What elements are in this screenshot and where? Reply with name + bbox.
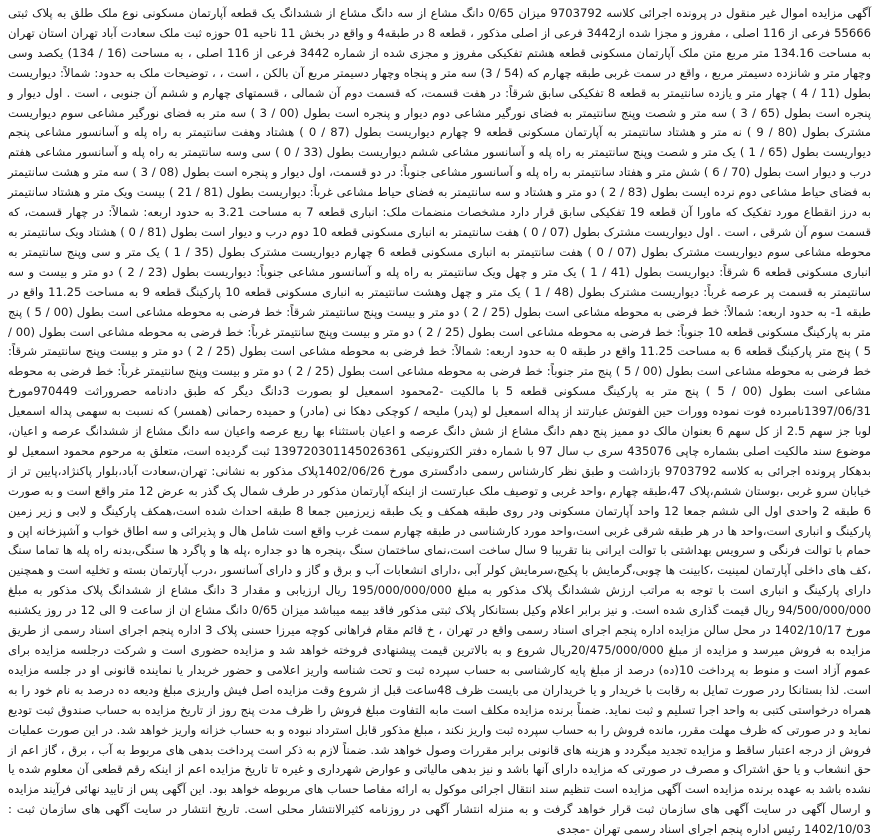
auction-notice-text: آگهی مزایده اموال غیر منقول در پرونده اجرائی کلاسه 9703792 میزان 0/65 دانگ مشاع از سه دانگ مشاع از ششدانگ یک قطعه آپارتمان مسکونی نوع ملک طلق به پلاک ثبتی 55666 فرعی از 116 اصلی ، مفروز و مجزا شده از3442 فرعی از اصلی مذکور ، قطعه 8 در طبقه4 و واقع در بخش 11 ناحیه 01 حوزه ثبت ملک سعادت آباد تهران استان تهران به مساحت 134.16 متر مربع متن ملک آپارتمان مسکونی قطعه هشتم تفکیکی مفروز و مجزی شده از شماره 3442 فرعی از 116 اصلی ، به مساحت (16 / 134) یکصد وسی وچهار متر و شانزده دسیمتر مربع ، واقع در سمت غربی طبقه چهارم که (54 / 3) سه متر و پنجاه وچهار دسیمتر مربع آن بالکن ، است ، ، توضیحات ملک به حدود: شمالاً: دیواریست بطول (11 / 4 ) چهار متر و یازده سانتیمتر به قطعه 8 تفکیکی سابق شرقاً: در هفت قسمت، که قسمت دوم آن شمالی ، قسمتهای چهارم و ششم آن جنوبی ، است . اول دیوار و پنجره است بطول (65 / 3 ) سه متر و شصت وپنج سانتیمتر به فضای نورگیر مشاعی دوم دیوار و پنجره است بطول (00 / 3 ) سه متر به فضای نورگیر مشاعی سوم دیواریست مشترک بطول (80 / 9 ) نه متر و هشتاد سانتیمتر به آپارتمان مسکونی قطعه 9 چهارم دیواریست بطول (87 / 0 ) هشتاد وهفت سانتیمتر به راه پله و آسانسور مشاعی پنجم دیواریست بطول (65 / 1 ) یک متر و شصت وپنج سانتیمتر به راه پله و آسانسور مشاعی ششم دیواریست بطول (33 / 0 ) سی وسه سانتیمتر به راه پله و آسانسور مشاعی هفتم درب و دیوار است بطول (70 / 6 ) شش متر و هفتاد سانتیمتر به راه پله و آسانسور مشاعی جنوباً: در دو قسمت، اول دیوار و پنجره است بطول (08 / 3 ) سه متر و هشت سانتیمتر به فضای حیاط مشاعی دوم نرده ایست بطول (83 / 2 ) دو متر و هشتاد و سه سانتیمتر به فضای حیاط مشاعی غرباً: دیواریست بطول (81 / 21 ) بیست ویک متر و هشتاد سانتیمتر به درز انقطاع مورد تفکیک که ماورا آن قطعه 19 تفکیکی سابق قرار دارد مشخصات منضمات ملک: انباری قطعه 7 به مساحت 3.21 به حدود اربعه: شمالاً: در چهار قسمت، که قسمت سوم آن شرقی ، است . اول دیواریست مشترک بطول (07 / 0 ) هفت سانتیمتر به انباری مسکونی قطعه 10 دوم درب و دیوار است بطول (81 / 0 ) هشتاد ویک سانتیمتر به محوطه مشاعی سوم دیواریست مشترک بطول (07 / 0 ) هفت سانتیمتر به انباری مسکونی قطعه 6 چهارم دیواریست مشترک بطول (35 / 1 ) یک متر و سی وپنج سانتیمتر به انباری مسکونی قطعه 6 شرقاً: دیواریست بطول (41 / 1 ) یک متر و چهل ویک سانتیمتر به راه پله و آسانسور مشاعی جنوباً: دیواریست بطول (23 / 2 ) دو متر و بیست و سه سانتیمتر به قسمت پر عرصه غرباً: دیواریست مشترک بطول (48 / 1 ) یک متر و چهل وهشت سانتیمتر به انباری مسکونی قطعه 10 پارکینگ قطعه 9 به مساحت 11.25 واقع در طبقه 1- به حدود اربعه: شمالاً: خط فرضی به محوطه مشاعی است بطول (25 / 2 ) دو متر و بیست وپنج سانتیمتر شرقاً: خط فرضی به محوطه مشاعی است بطول (00 / 5 ) پنج متر به پارکینگ مسکونی قطعه 10 جنوباً: خط فرضی به محوطه مشاعی است بطول (25 / 2 ) دو متر و بیست وپنج سانتیمتر غرباً: خط فرضی به محوطه مشاعی است بطول (00 / 5 ) پنج متر پارکینگ قطعه 6 به مساحت 11.25 واقع در طبقه 0 به حدود اربعه: شمالاً: خط فرضی به محوطه مشاعی است بطول (25 / 2 ) دو متر و بیست وپنج سانتیمتر شرقاً: خط فرضی به محوطه مشاعی است بطول (00 / 5 ) پنج متر جنوباً: خط فرضی به محوطه مشاعی است بطول (25 / 2 ) دو متر و بیست وپنج سانتیمتر غرباً: خط فرضی به محوطه مشاعی است بطول (00 / 5 ) پنج متر به پارکینگ مسکونی قطعه 5 با مالکیت -2محمود اسمعیل لو بصورت 3دانگ دیگر که طبق دادنامه حصروراثت 970449مورخ 1397/06/31نامبرده فوت نموده وورات حین الفوتش عبارتند از پداله اسمعیل لو (پدر) ملیحه / کوچکی دهکا نی (مادر) و حمیده رحمانی (همسر) که نسبت به سهمی پداله اسمعیل لوبا جز سهم 2.5 از کل سهم 6 بعنوان مالک دو ممیز پنج دهم دانگ مشاع از شش دانگ عرصه و اعیان باستثناء بها ربع عرصه واعیان سه دانگ مشاع از ششدانگ عرصه و اعیان، موضوع سند مالکیت اصلی بشماره چاپی 435076 سری ب سال 97 با شماره دفتر الکترونیکی 139720301145026361 ثبت گردیده است، متعلق به مرحوم محمود اسمعیل لو بدهکار پرونده اجرائی به کلاسه 9703792 بازداشت و طبق نظر کارشناس رسمی دادگستری مورخ 1402/06/26پلاک مذکور به نشانی: تهران،سعادت آباد،بلوار پاکنژاد،پایین تر از خیابان سرو غربی ،بوستان ششم،پلاک 47،طبقه چهارم ،واحد غربی و توصیف ملک عبارتست از اینکه آپارتمان مذکور در طرف شمال پک گذر به عرض 12 متر واقع است و به صورت 6 طبقه 2 واحدی اول الی ششم جمعا 12 واحد آپارتمان مسکونی ودر روی طبقه همکف و یک طبقه زیرزمین جمعا 8 طبقه احداث شده است،همکف پارکینگ و لابی و زیر زمین پارکینگ و انباری است،واحد ها در هر طبقه شرقی غربی است،واحد مورد کارشناسی در طبقه چهارم سمت غرب واقع است شامل هال و پذیرائی و سه اطاق خواب و آشپزخانه اپن و حمام با توالت فرنگی و سرویس بهداشتی با توالت ایرانی بنا تقریبا 9 سال ساخت است،نمای ساختمان سنگ ،پنجره ها دو جداره ،پله ها و پاگرد ها سنگی،بدنه راه پله ها تماما سنگ ،کف های داخلی آپارتمان لمینیت ،کابینت ها چوبی،گرمایش با پکیج،سرمایش کولر آبی ،دارای انشعابات آب و برق و گاز و دارای آسانسور ،درب آپارتمان بسته و تخلیه است و همچنین دارای پارکینگ و انباری است با توجه به مراتب ارزش ششدانگ پلاک مذکور به مبلغ 195/000/000/000 ریال ارزیابی و مقدار 3 دانگ مشاع از ششدانگ پلاک مذکور به مبلغ 94/500/000/000 ریال قیمت گذاری شده است. و نیز برابر اعلام وکیل بستانکار پلاک ثبتی مذکور فاقد بیمه میباشد میزان 0/65 دانگ مشاع ان از ساعت 9 الی 12 در روز یکشنبه مورخ 1402/10/17 در محل سالن مزایده اداره پنجم اجرای اسناد رسمی واقع در تهران ، خ قائم مقام فراهانی کوچه میرزا حسنی پلاک 3 اداره پنجم اجرای اسناد رسمی از طریق مزایده به فروش میرسد و مزایده از مبلغ 20/475/000/000ریال شروع و به بالاترین قیمت پیشنهادی فروخته خواهد شد و مزایده حضوری است و شرکت درجلسه مزایده برای عموم آزاد است و منوط به پرداخت 10(ده) درصد از مبلغ پایه کارشناسی به حساب سپرده ثبت و تحت شناسه واریز اعلامی و حضور خریدار یا نماینده قانونی او در جلسه مزایده است. لذا بستانکا ردر صورت تمایل به رقابت با خریدار و یا خریداران می بایست ظرف 48ساعت قبل از شروع وقت مزایده اصل فیش واریزی مبلغ ودیعه ده درصد به نام خود را به همراه درخواستی کتبی به واحد اجرا تسلیم و ثبت نماید. ضمناً برنده مزایده مکلف است مابه التفاوت مبلغ فروش را ظرف مدت پنج روز از تاریخ مزایده به حساب صندوق ثبت تودیع نماید و در صورتی که ظرف مهلت مقرر، مانده فروش را به حساب سپرده ثبت واریز نکند ، مبلغ مذکور قابل استرداد نبوده و به حساب خزانه واریز خواهد شد. در این صورت عملیات فروش از درجه اعتبار ساقط و مزایده تجدید میگردد و هزینه های قانونی برابر مقررات وصول خواهد شد. ضمناً لازم به ذکر است پرداخت بدهی های مربوط به آب ، برق ، گاز اعم از حق انشعاب و یا حق اشتراک و مصرف در صورتی که مزایده دارای آنها باشد و نیز بدهی مالیاتی و عوارض شهرداری و غیره تا تاریخ مزایده اعم از اینکه رقم قطعی آن معلوم شده یا نشده باشد به عهده برنده مزایده است آگهی مزایده است تنظیم سند انتقال اجرائی موکول به ارائه مفاصا حساب های مربوطه خواهد بود. این آگهی پس از تایید نهائی فرآیند مزایده و ارسال آگهی در سایت آگهی های سازمان ثبت قرار خواهد گرفت و به منزله انتشار آگهی در روزنامه کثیرالانتشار محلی است. تاریخ انتشار در سایت آگهی های سازمان ثبت : 1402/10/03 رئیس اداره پنجم اجرای اسناد رسمی تهران -مجدی — [8, 6, 872, 837]
